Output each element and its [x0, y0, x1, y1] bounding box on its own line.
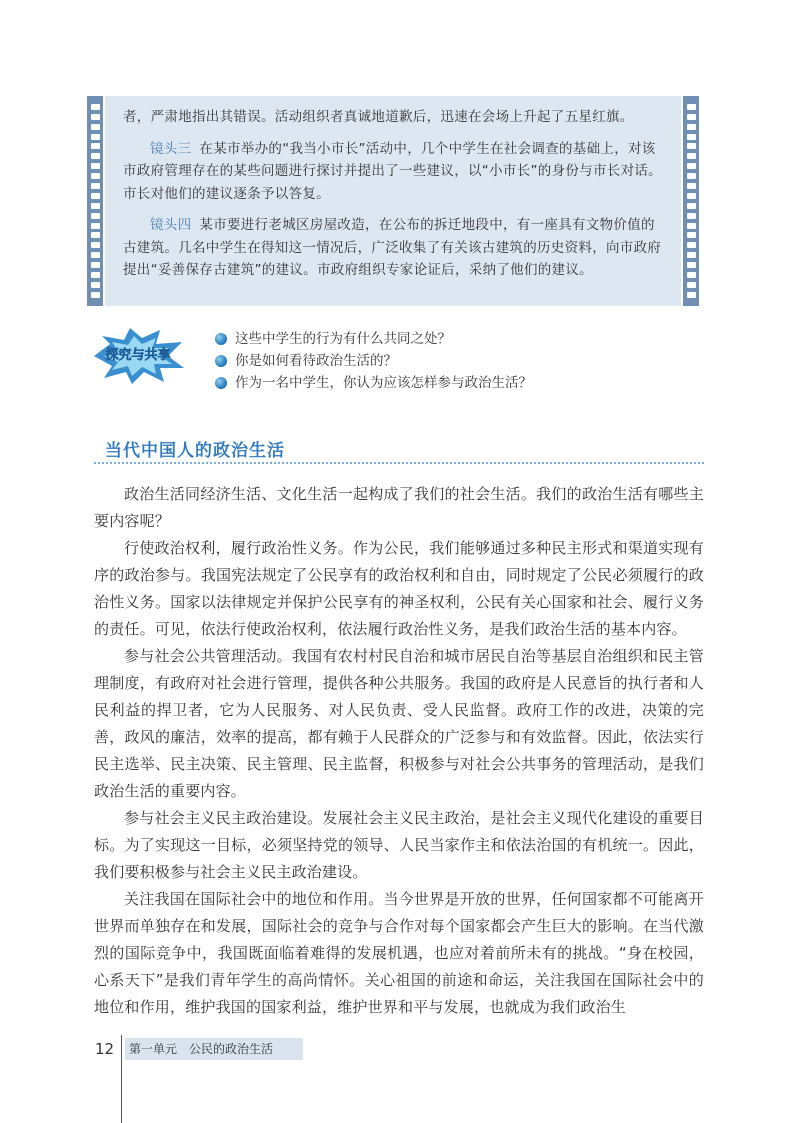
film-strip-right [683, 96, 699, 306]
bullet-icon [215, 355, 227, 367]
body-paragraph: 政治生活同经济生活、文化生活一起构成了我们的社会生活。我们的政治生活有哪些主要内容呢？ [94, 485, 704, 530]
question-list [215, 328, 532, 394]
shot-label: 镜头三 [150, 140, 192, 157]
film-paragraph-3 [123, 214, 663, 282]
film-box-text [123, 106, 663, 291]
footer-vertical-rule [121, 1035, 122, 1123]
explore-logo-text: 探究与共享 [105, 348, 171, 363]
film-paragraph-text: 者，严肃地指出其错误。活动组织者真诚地道歉后，迅速在会场上升起了五星红旗。 [123, 109, 634, 125]
body-paragraph: 关注我国在国际社会中的地位和作用。当今世界是开放的世界，任何国家都不可能离开世界而单独存在和发展，国际社会的竞争与合作对每个国家都会产生巨大的影响。在当代激烈的国际竞争中，我国既面临着难得的发展机遇，也应对着前所未有的挑战。“身在校园，心系天下”是我们青年学生的高尚情怀。关心祖国的前途和命运，关注我国在国际社会中的地位和作用，维护我国的国家利益，维护世界和平与发展，也就成为我们政治生 [94, 890, 704, 1016]
running-head: 第一单元 公民的政治生活 [125, 1038, 303, 1060]
question-text: 作为一名中学生，你认为应该怎样参与政治生活？ [235, 375, 532, 391]
question-text: 你是如何看待政治生活的？ [235, 353, 397, 369]
body-paragraph: 参与社会公共管理活动。我国有农村村民自治和城市居民自治等基层自治组织和民主管理制度，有政府对社会进行管理，提供各种公共服务。我国的政府是人民意旨的执行者和人民利益的捍卫者，它为人民服务、对人民负责、受人民监督。政府工作的改进，决策的完善，政风的廉洁，效率的提高，都有赖于人民群众的广泛参与和有效监督。因此，依法实行民主选举、民主决策、民主管理、民主监督，积极参与对社会公共事务的管理活动，是我们政治生活的重要内容。 [94, 647, 704, 800]
body-text [94, 481, 704, 1021]
bullet-icon [215, 333, 227, 345]
question-item [215, 328, 532, 350]
body-paragraph: 行使政治权利，履行政治性义务。作为公民，我们能够通过多种民主形式和渠道实现有序的政治参与。我国宪法规定了公民享有的政治权利和自由，同时规定了公民必须履行的政治性义务。国家以法律规定并保护公民享有的神圣权利，公民有关心国家和社会、履行义务的责任。可见，依法行使政治权利，依法履行政治性义务，是我们政治生活的基本内容。 [94, 539, 704, 638]
film-paragraph-2 [123, 138, 663, 206]
section-divider [94, 462, 704, 464]
film-paragraph-text: 在某市举办的“我当小市长”活动中，几个中学生在社会调查的基础上，对该市政府管理存在的某些问题进行探讨并提出了一些建议，以“小市长”的身份与市长对话。市长对他们的建议逐条予以答复。 [123, 140, 662, 202]
film-strip-box [87, 96, 699, 306]
bullet-icon [215, 377, 227, 389]
shot-label: 镜头四 [150, 217, 192, 233]
film-paragraph-1 [123, 106, 663, 129]
question-item [215, 372, 532, 394]
body-paragraph: 参与社会主义民主政治建设。发展社会主义民主政治，是社会主义现代化建设的重要目标。为了实现这一目标，必须坚持党的领导、人民当家作主和依法治国的有机统一。因此，我们要积极参与社会主义民主政治建设。 [94, 809, 704, 881]
section-title: 当代中国人的政治生活 [105, 441, 285, 461]
film-paragraph-text: 某市要进行老城区房屋改造，在公布的拆迁地段中，有一座具有文物价值的古建筑。几名中学生在得知这一情况后，广泛收集了有关该古建筑的历史资料，向市政府提出“妥善保存古建筑”的建议。市政府组织专家论证后，采纳了他们的建议。 [123, 217, 662, 278]
question-text: 这些中学生的行为有什么共同之处？ [235, 331, 451, 347]
page-number: 12 [95, 1040, 115, 1058]
explore-share-logo [90, 326, 186, 386]
explore-share-section [90, 326, 710, 406]
question-item [215, 350, 532, 372]
film-strip-left [87, 96, 103, 306]
